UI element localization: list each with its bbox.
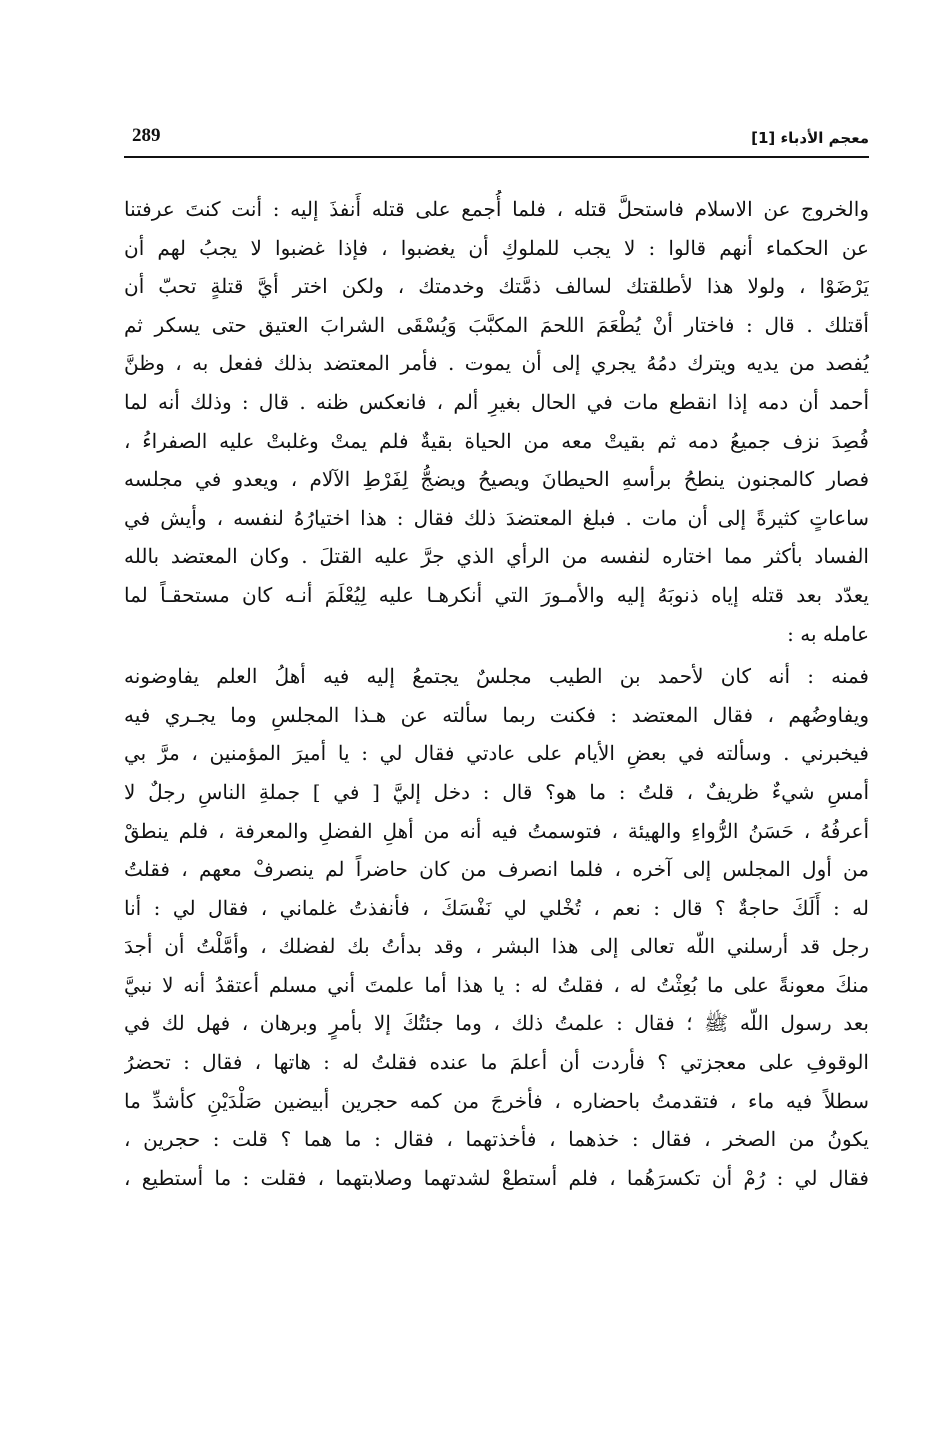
- text-line: له : أَلَكَ حاجةٌ ؟ قال : نعم ، تُخْلي لي نَفْسَكَ ، فأنفذتُ غلماني ، فقال لي : أنا: [124, 895, 869, 920]
- header-rule: [124, 156, 869, 158]
- text-line: رجل قد أرسلني اللّه تعالى إلى هذا البشر ، وقد بدأتُ بك لفضلك ، وأمَّلْتُ أن أجدَ: [124, 934, 869, 959]
- page-number: 289: [132, 125, 161, 146]
- text-line: منكَ معونةً على ما بُعِثْتُ له ، فقلتُ له : يا هذا أما علمتَ أني مسلم أعتقدُ أنه لا نبيَّ: [124, 972, 869, 997]
- page-header: [124, 125, 869, 155]
- text-line: عامله به :: [787, 621, 869, 646]
- text-line: أقتلك . قال : فاختار أنْ يُطْعَمَ اللحمَ المكبَّبَ وَيُسْقَى الشرابَ العتيق حتى يسكر ثم: [124, 312, 869, 337]
- text-line: الفساد بأكثر مما اختاره لنفسه من الرأي الذي جرَّ عليه القتلَ . وكان المعتضد بالله: [124, 544, 869, 569]
- text-line: بعد رسول اللّه ﷺ ؛ فقال : علمتُ ذلك ، وما جئتُكَ إلا بأمرٍ وبرهان ، فهل لك في: [124, 1011, 869, 1036]
- text-line: يُفصد من يديه ويترك دمُهُ يجري إلى أن يموت . فأمر المعتضد بذلك ففعل به ، وظنَّ: [124, 351, 869, 376]
- paragraph-1: [124, 190, 869, 653]
- body-text: [124, 190, 869, 1197]
- text-line: أمسِ شيءٌ ظريفٌ ، قلتُ : ما هو؟ قال : دخل إليَّ [ في ] جملةِ الناسِ رجلٌ لا: [124, 779, 869, 804]
- paragraph-2: [124, 657, 869, 1197]
- running-title: معجم الأدباء [1]: [751, 129, 869, 147]
- text-line: فُصِدَ نزف جميعُ دمه ثم بقيتْ معه من الحياة بقيةٌ فلم يمتْ وغلبتْ عليه الصفراءُ ،: [124, 428, 869, 453]
- text-line: فقال لي : رُمْ أن تكسرَهُما ، فلم أستطعْ لشدتهما وصلابتهما ، فقلت : ما أستطيع ،: [124, 1165, 869, 1190]
- text-line: أعرفُهُ ، حَسَنُ الرُّواءِ والهيئة ، فتوسمتُ فيه أنه من أهلِ الفضلِ والمعرفة ، فلم ينطقْ: [124, 818, 869, 843]
- text-line: يَرْضَوْا ، ولولا هذا لأطلقتك لسالف ذمَّتك وخدمتك ، ولكن اختر أيَّ قتلةٍ تحبّ أن: [124, 274, 869, 299]
- text-line: فصار كالمجنون ينطحُ برأسهِ الحيطانَ ويصيحُ ويضجُّ لِفَرْطِ الآلام ، ويعدو في مجلسه: [124, 467, 869, 492]
- text-line: فمنه : أنه كان لأحمد بن الطيب مجلسٌ يجتمعُ إليه فيه أهلُ العلم يفاوضونه: [124, 664, 869, 689]
- text-line: ساعاتٍ كثيرةً إلى أن مات . فبلغ المعتضدَ ذلك فقال : هذا اختيارُهُ لنفسه ، وأيش في: [124, 505, 869, 530]
- text-line: ويفاوضُهم ، فقال المعتضد : فكنت ربما سألته عن هـذا المجلسِ وما يجـري فيه: [124, 702, 869, 727]
- text-line: يعدّد بعد قتله إياه ذنوبَهُ إليه والأمـورَ التي أنكرهـا عليه لِيُعْلَمَ أنـه كان مستحقـاً لما: [124, 582, 869, 607]
- text-line: أحمد أن دمه إذا انقطع مات في الحال بغيرِ ألم ، فانعكس ظنه . قال : وذلك أنه لما: [124, 389, 869, 414]
- text-line: والخروج عن الاسلام فاستحلَّ قتله ، فلما أُجمع على قتله أَنفذَ إليه : أنت كنتَ عرفتنا: [124, 197, 869, 221]
- text-line: فيخبرني . وسألته في بعضِ الأيام على عادتي فقال لي : يا أميرَ المؤمنين ، مرَّ بي: [124, 741, 869, 766]
- text-line: من أول المجلس إلى آخره ، فلما انصرف من كان حاضراً لم ينصرفْ معهم ، فقلتُ: [124, 857, 869, 882]
- text-line: يكونُ من الصخر ، فقال : خذهما ، فأخذتهما ، فقال : ما هما ؟ قلت : حجرين ،: [124, 1127, 869, 1152]
- text-line: عن الحكماء أنهم قالوا : لا يجب للملوكِ أن يغضبوا ، فإذا غضبوا لا يجبُ لهم أن: [124, 235, 869, 260]
- text-line: سطلاً فيه ماء ، فتقدمتُ باحضاره ، فأخرجَ من كمه حجرين أبيضين صَلْدَيْنِ كأشدِّ ما: [124, 1088, 869, 1113]
- text-line: الوقوفِ على معجزتي ؟ فأردت أن أعلمَ ما عنده فقلتُ له : هاتها ، فقال : تحضرُ: [124, 1050, 869, 1075]
